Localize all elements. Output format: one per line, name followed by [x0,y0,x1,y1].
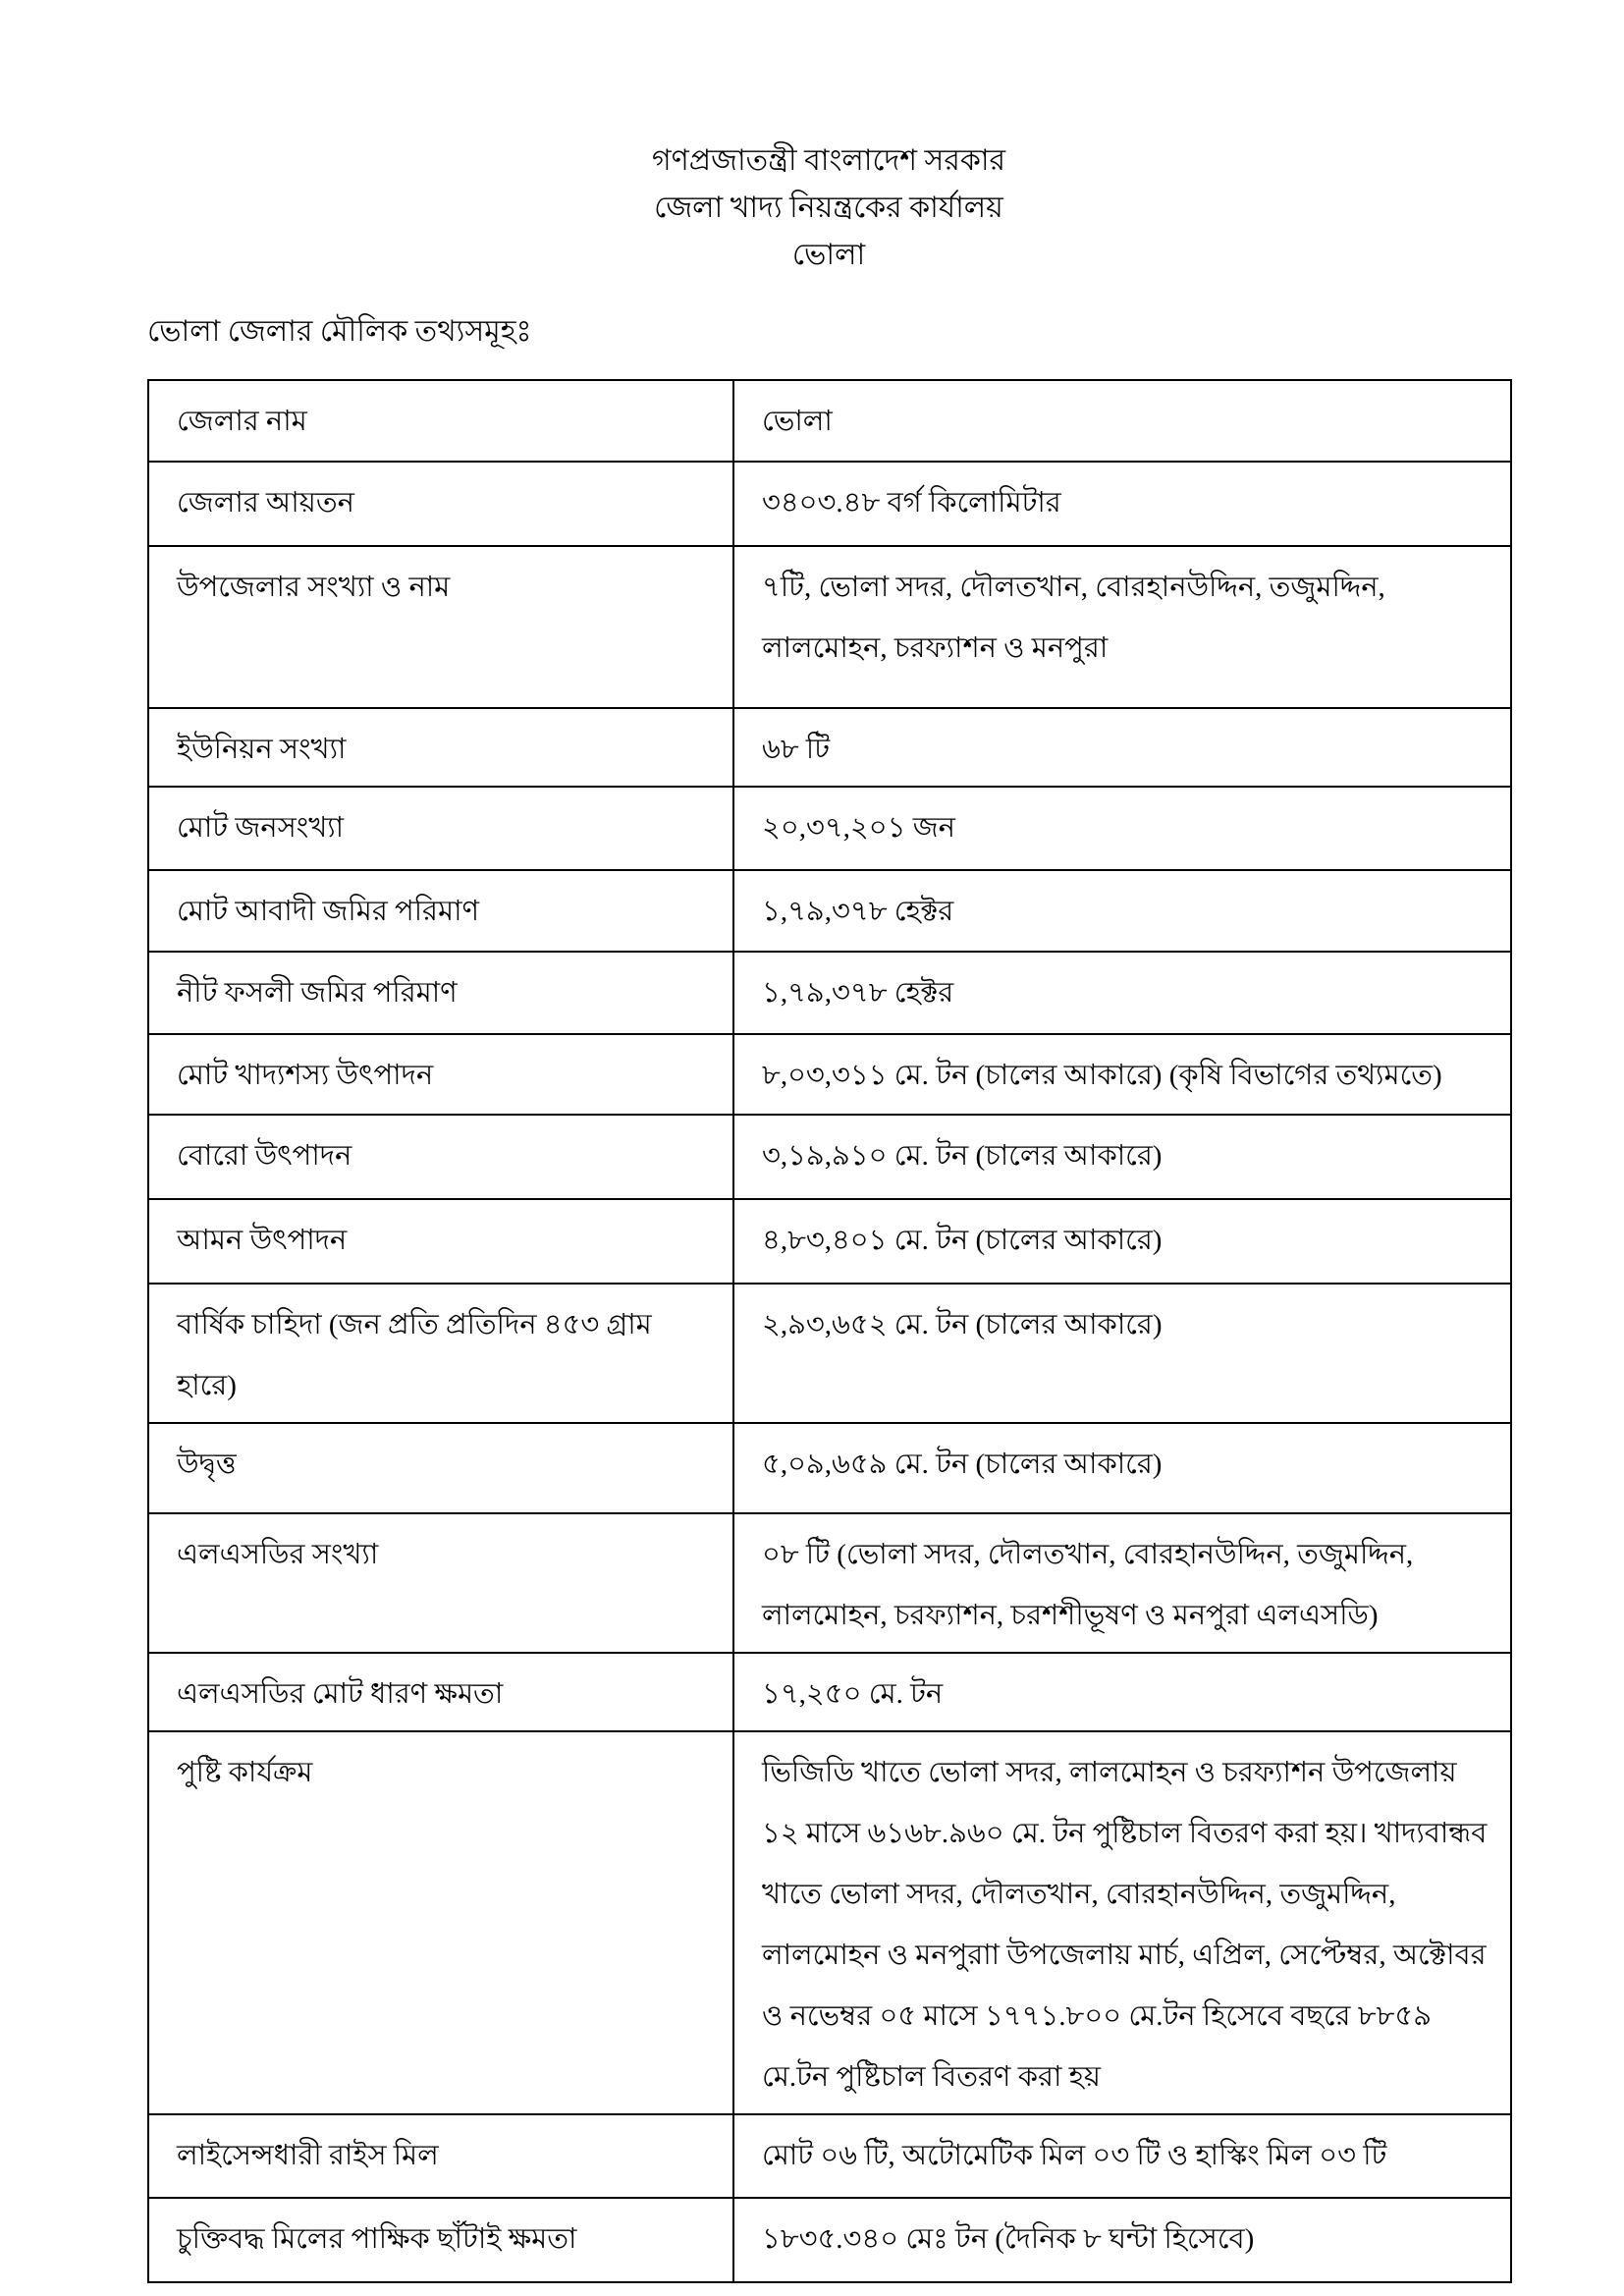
table-row [148,2114,1511,2198]
table-row [148,380,1511,462]
row-label: উদ্বৃত্ত [148,1423,733,1513]
document-content [147,137,1510,2283]
row-value: ০৮ টি (ভোলা সদর, দৌলতখান, বোরহানউদ্দিন, তজুমদ্দিন, লালমোহন, চরফ্যাশন, চরশশীভূষণ ও মনপুরা এলএসডি) [733,1513,1511,1653]
header-district-line: ভোলা [791,239,866,271]
table-row [148,1731,1511,2114]
row-value: ৮,০৩,৩১১ মে. টন (চালের আকারে) (কৃষি বিভাগের তথ্যমতে) [733,1034,1511,1115]
row-value: ১৮৩৫.৩৪০ মেঃ টন (দৈনিক ৮ ঘন্টা হিসেবে) [733,2198,1511,2282]
row-value: ৫,০৯,৬৫৯ মে. টন (চালের আকারে) [733,1423,1511,1513]
row-value: ৭টি, ভোলা সদর, দৌলতখান, বোরহানউদ্দিন, তজুমদ্দিন, লালমোহন, চরফ্যাশন ও মনপুরা [733,546,1511,708]
row-value: ৩,১৯,৯১০ মে. টন (চালের আকারে) [733,1115,1511,1199]
row-label: বোরো উৎপাদন [148,1115,733,1199]
row-label: মোট খাদ্যশস্য উৎপাদন [148,1034,733,1115]
table-row [148,1423,1511,1513]
row-label: বার্ষিক চাহিদা (জন প্রতি প্রতিদিন ৪৫৩ গ্রাম হারে) [148,1284,733,1423]
row-value: ১৭,২৫০ মে. টন [733,1653,1511,1731]
row-label: আমন উৎপাদন [148,1199,733,1284]
table-row [148,708,1511,787]
table-row [148,462,1511,546]
row-label: লাইসেন্সধারী রাইস মিল [148,2114,733,2198]
table-row [148,1199,1511,1284]
header-government-line: গণপ্রজাতন্ত্রী বাংলাদেশ সরকার [651,144,1006,177]
district-info-table [147,379,1512,2283]
table-row [148,952,1511,1034]
row-label: জেলার নাম [148,380,733,462]
table-row [148,1115,1511,1199]
row-label: এলএসডির সংখ্যা [148,1513,733,1653]
header-office-line: জেলা খাদ্য নিয়ন্ত্রকের কার্যালয় [654,191,1003,224]
table-row [148,1284,1511,1423]
table-row [148,2198,1511,2282]
row-value: ভোলা [733,380,1511,462]
row-value: ভিজিডি খাতে ভোলা সদর, লালমোহন ও চরফ্যাশন উপজেলায় ১২ মাসে ৬১৬৮.৯৬০ মে. টন পুষ্টিচাল বিতরণ করা হয়। খাদ্যবান্ধব খাতে ভোলা সদর, দৌলতখান, বোরহানউদ্দিন, তজুমদ্দিন, লালমোহন ও মনপুরাা উপজেলায় মার্চ, এপ্রিল, সেপ্টেম্বর, অক্টোবর ও নভেম্বর ০৫ মাসে ১৭৭১.৮০০ মে.টন হিসেবে বছরে ৮৮৫৯ মে.টন পুষ্টিচাল বিতরণ করা হয় [733,1731,1511,2114]
table-row [148,546,1511,708]
table-row [148,787,1511,870]
table-row [148,1653,1511,1731]
row-value: ১,৭৯,৩৭৮ হেক্টর [733,952,1511,1034]
row-value: ৩৪০৩.৪৮ বর্গ কিলোমিটার [733,462,1511,546]
row-value: ১,৭৯,৩৭৮ হেক্টর [733,870,1511,952]
table-row [148,1034,1511,1115]
row-label: মোট জনসংখ্যা [148,787,733,870]
row-value: ২,৯৩,৬৫২ মে. টন (চালের আকারে) [733,1284,1511,1423]
row-label: এলএসডির মোট ধারণ ক্ষমতা [148,1653,733,1731]
row-value: মোট ০৬ টি, অটোমেটিক মিল ০৩ টি ও হাস্কিং মিল ০৩ টি [733,2114,1511,2198]
row-label: উপজেলার সংখ্যা ও নাম [148,546,733,708]
table-row [148,870,1511,952]
row-label: ইউনিয়ন সংখ্যা [148,708,733,787]
row-label: মোট আবাদী জমির পরিমাণ [148,870,733,952]
section-title: ভোলা জেলার মৌলিক তথ্যসমূহঃ [147,315,532,348]
row-value: ৬৮ টি [733,708,1511,787]
row-label: পুষ্টি কার্যক্রম [148,1731,733,2114]
row-label: নীট ফসলী জমির পরিমাণ [148,952,733,1034]
row-label: চুক্তিবদ্ধ মিলের পাক্ষিক ছাঁটাই ক্ষমতা [148,2198,733,2282]
row-value: ৪,৮৩,৪০১ মে. টন (চালের আকারে) [733,1199,1511,1284]
document-header [147,137,1510,279]
row-label: জেলার আয়তন [148,462,733,546]
row-value: ২০,৩৭,২০১ জন [733,787,1511,870]
table-row [148,1513,1511,1653]
